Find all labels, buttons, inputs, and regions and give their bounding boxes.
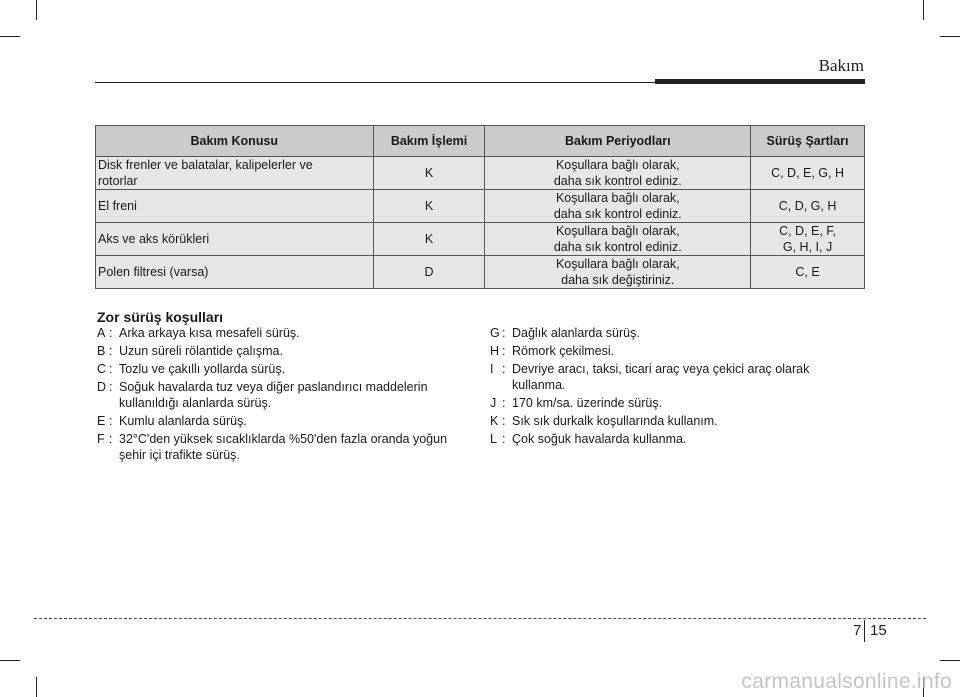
condition-code: I — [490, 362, 494, 376]
condition-text: Arka arkaya kısa mesafeli sürüş. — [119, 326, 300, 340]
table-header-row — [96, 126, 865, 157]
conditions-list-right — [490, 325, 865, 449]
separator: : — [502, 432, 506, 446]
column-header: Sürüş Şartları — [751, 126, 865, 157]
separator: : — [502, 344, 506, 358]
item-cell: El freni — [96, 190, 374, 223]
separator: : — [109, 380, 113, 394]
condition-code: K — [490, 414, 499, 428]
separator: : — [502, 362, 506, 376]
crop-mark — [940, 36, 960, 37]
condition-code: J — [490, 396, 497, 410]
watermark: carmanualsonline.info — [741, 670, 952, 693]
item-cell — [96, 157, 374, 190]
condition-text: 32°C'den yüksek sıcaklıklarda %50'den fazla oranda yoğun şehir içi trafikte sürüş. — [119, 432, 448, 462]
condition-code: C — [97, 362, 107, 376]
column-header: Bakım Periyodları — [485, 126, 751, 157]
crop-mark — [0, 660, 20, 661]
period-cell — [485, 190, 751, 223]
condition-text: 170 km/sa. üzerinde sürüş. — [512, 396, 663, 410]
condition-code: D — [97, 380, 107, 394]
list-item — [490, 431, 865, 447]
footer-rule — [34, 618, 926, 619]
conditions-cell: C, D, G, H — [751, 190, 865, 223]
condition-code: F — [97, 432, 105, 446]
conditions-cell: C, E — [751, 256, 865, 289]
separator: : — [109, 362, 113, 376]
period-text: daha sık kontrol ediniz. — [553, 207, 682, 221]
conditions-text: G, H, I, J — [782, 240, 833, 254]
condition-code: H — [490, 344, 500, 358]
list-item — [490, 343, 865, 359]
crop-mark — [36, 677, 37, 697]
list-item — [97, 343, 472, 359]
separator: : — [109, 344, 113, 358]
list-item — [97, 431, 472, 463]
period-text: daha sık kontrol ediniz. — [553, 240, 682, 254]
separator: : — [109, 432, 113, 446]
list-item — [97, 361, 472, 377]
table-row — [96, 157, 865, 190]
crop-mark — [923, 0, 924, 20]
section-title: Bakım — [818, 56, 864, 75]
condition-code: E — [97, 414, 106, 428]
conditions-text: C, D, E, F, — [779, 224, 837, 238]
separator: : — [502, 396, 506, 410]
conditions-cell — [751, 223, 865, 256]
condition-text: Uzun süreli rölantide çalışma. — [119, 344, 283, 358]
condition-text: Tozlu ve çakıllı yollarda sürüş. — [119, 362, 286, 376]
action-cell: D — [373, 256, 485, 289]
list-item — [490, 361, 865, 393]
page-number: 15 — [870, 622, 887, 639]
period-text: daha sık kontrol ediniz. — [553, 174, 682, 188]
condition-text: Devriye aracı, taksi, ticari araç veya çekici araç olarak kullanma. — [512, 362, 810, 392]
action-cell: K — [373, 190, 485, 223]
condition-text: Römork çekilmesi. — [512, 344, 615, 358]
conditions-text: C, D, E, G, H — [771, 166, 845, 180]
action-cell: K — [373, 157, 485, 190]
table-row — [96, 256, 865, 289]
separator: : — [502, 414, 506, 428]
condition-text: Kumlu alanlarda sürüş. — [119, 414, 247, 428]
separator: : — [502, 326, 506, 340]
list-item — [490, 395, 865, 411]
period-text: Koşullara bağlı olarak, — [555, 191, 680, 205]
condition-code: L — [490, 432, 497, 446]
item-cell: Aks ve aks körükleri — [96, 223, 374, 256]
table-row — [96, 223, 865, 256]
condition-code: G — [490, 326, 500, 340]
chapter-number: 7 — [853, 622, 862, 639]
header-rule — [95, 82, 655, 83]
list-item — [97, 413, 472, 429]
table-row — [96, 190, 865, 223]
column-header: Bakım Konusu — [96, 126, 374, 157]
conditions-list-left — [97, 325, 472, 465]
period-text: Koşullara bağlı olarak, — [555, 158, 680, 172]
list-item — [490, 325, 865, 341]
conditions-title: Zor sürüş koşulları — [97, 309, 224, 325]
maintenance-table — [95, 125, 865, 289]
period-text: Koşullara bağlı olarak, — [555, 257, 680, 271]
condition-text: Çok soğuk havalarda kullanma. — [512, 432, 687, 446]
conditions-cell — [751, 157, 865, 190]
crop-mark — [0, 36, 20, 37]
list-item — [490, 413, 865, 429]
separator: : — [109, 414, 113, 428]
period-text: daha sık değiştiriniz. — [561, 273, 675, 287]
period-text: Koşullara bağlı olarak, — [555, 224, 680, 238]
period-cell — [485, 223, 751, 256]
column-header: Bakım İşlemi — [373, 126, 485, 157]
item-text: Disk frenler ve balatalar, kalipelerler ve — [98, 158, 313, 172]
condition-text: Dağlık alanlarda sürüş. — [512, 326, 640, 340]
condition-code: A — [97, 326, 106, 340]
list-item — [97, 325, 472, 341]
separator: : — [109, 326, 113, 340]
list-item — [97, 379, 472, 411]
period-cell — [485, 157, 751, 190]
item-cell: Polen filtresi (varsa) — [96, 256, 374, 289]
period-cell — [485, 256, 751, 289]
action-cell: K — [373, 223, 485, 256]
crop-mark — [940, 660, 960, 661]
crop-mark — [36, 0, 37, 20]
item-text: rotorlar — [98, 174, 138, 188]
condition-code: B — [97, 344, 106, 358]
page-number-divider — [864, 620, 865, 642]
condition-text: Soğuk havalarda tuz veya diğer paslandırıcı maddelerin kullanıldığı alanlarda sürüş. — [119, 380, 428, 410]
header-rule-accent — [655, 79, 865, 84]
condition-text: Sık sık durkalk koşullarında kullanım. — [512, 414, 718, 428]
